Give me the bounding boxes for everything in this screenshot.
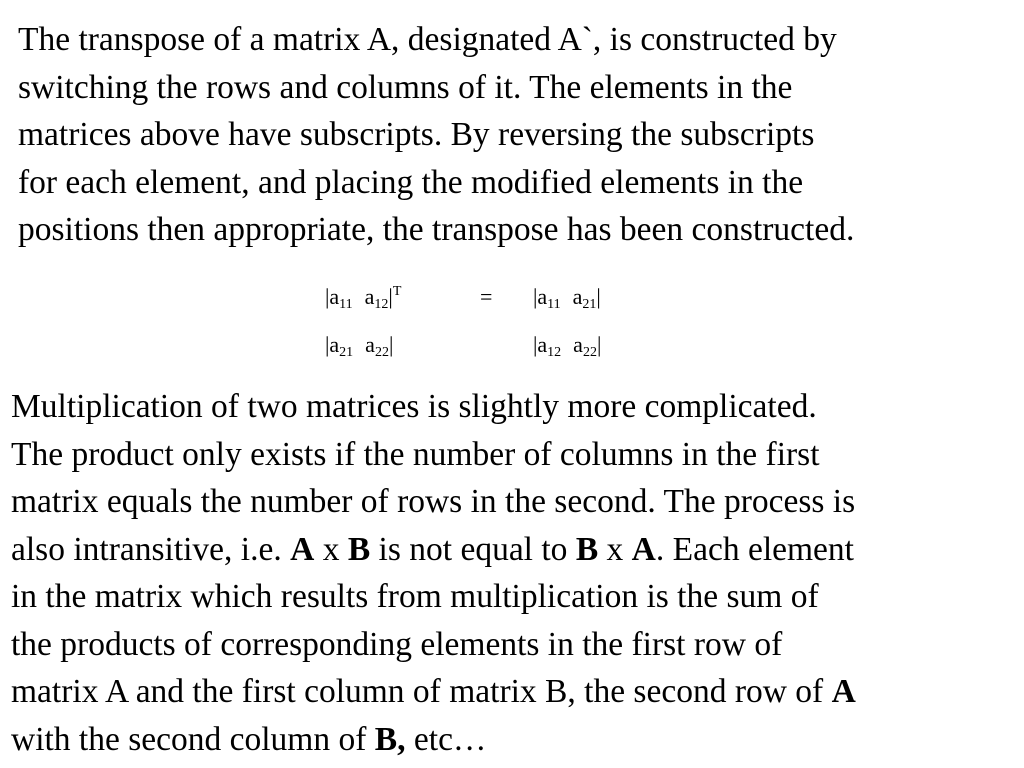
text-line: also intransitive, i.e. A x B is not equal to B x A. Each element <box>11 530 854 568</box>
matrix-element: $a_{22}$ <box>365 332 389 360</box>
transpose-equation <box>0 270 1024 380</box>
text-line: switching the rows and columns of it. The elements in the <box>18 68 793 106</box>
matrix-bar: | <box>388 332 394 357</box>
matrix-bar: | <box>533 332 538 357</box>
matrix-element: $a_{12}$ <box>537 332 562 360</box>
text-line: matrices above have subscripts. By reversing the subscripts <box>18 116 815 153</box>
matrix-bar: | <box>533 284 538 309</box>
bold-matrix-a: A <box>290 530 315 568</box>
matrix-element: $a_{21}$ <box>329 332 354 360</box>
matrix-bar: | <box>325 332 330 357</box>
equals-sign: = <box>480 284 493 309</box>
matrix-bar: | <box>325 284 330 309</box>
text-line: the products of corresponding elements in the first row of <box>11 625 783 663</box>
matrix-element: $a_{11}$ <box>329 284 353 312</box>
text-line: in the matrix which results from multiplication is the sum of <box>11 578 819 615</box>
bold-matrix-b: B, <box>374 720 406 758</box>
text-line: matrix equals the number of rows in the second. The process is <box>11 483 856 520</box>
transpose-superscript: T <box>392 284 402 299</box>
rhs-matrix-row-1 <box>533 284 601 310</box>
multiplication-paragraph <box>11 383 856 763</box>
matrix-element: $a_{11}$ <box>537 284 561 312</box>
bold-matrix-b: B <box>347 530 371 568</box>
matrix-element: $a_{21}$ <box>572 284 597 312</box>
bold-matrix-b: B <box>575 530 599 568</box>
matrix-bar: | <box>596 332 602 357</box>
text-line: for each element, and placing the modified elements in the <box>18 163 804 201</box>
text-line: Multiplication of two matrices is slightly more complicated. <box>11 388 817 425</box>
text-line: matrix A and the first column of matrix B, the second row of A <box>11 673 856 710</box>
matrix-element: $a_{22}$ <box>573 332 597 360</box>
text-line: positions then appropriate, the transpose has been constructed. <box>18 211 855 248</box>
transpose-paragraph <box>18 16 854 254</box>
bold-matrix-a: A <box>831 673 856 710</box>
matrix-bar: | <box>388 284 393 309</box>
matrix-bar: | <box>596 284 601 309</box>
text-line: with the second column of B, etc… <box>11 720 487 758</box>
lhs-matrix-row-2 <box>325 332 393 358</box>
bold-matrix-a: A <box>631 530 656 568</box>
lhs-matrix-row-1 <box>325 284 401 310</box>
rhs-matrix-row-2 <box>533 332 601 358</box>
text-line: The transpose of a matrix A, designated A`, is constructed by <box>18 21 837 58</box>
text-line: The product only exists if the number of columns in the first <box>11 435 820 473</box>
matrix-element: $a_{12}$ <box>364 284 389 312</box>
